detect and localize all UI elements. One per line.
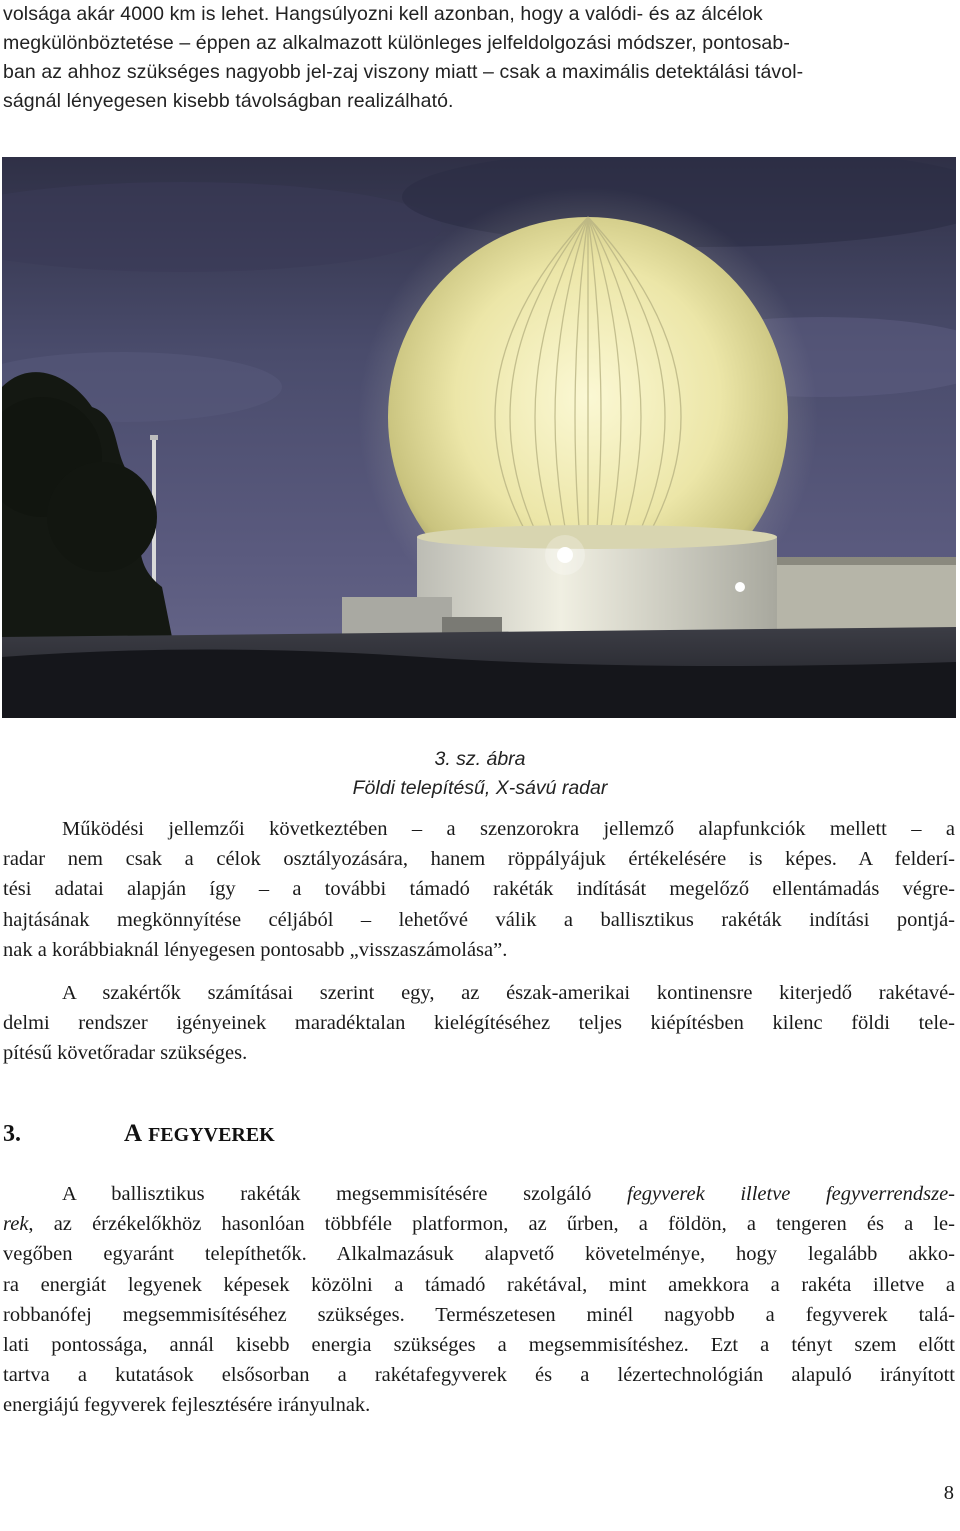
paragraph-line: ra energiát legyenek képesek közölni a támadó rakétával, mint amekkora a rakéta illetve a <box>3 1273 955 1296</box>
paragraph-text: A ballisztikus rakéták megsemmisítésére szolgáló <box>62 1183 627 1205</box>
paragraph-line: A szakértők számításai szerint egy, az észak-amerikai kontinensre kiterjedő rakétavé- <box>62 982 955 1004</box>
paragraph-line: pítésű követőradar szükséges. <box>3 1042 248 1065</box>
figure-title: Földi telepítésű, X-sávú radar <box>352 777 608 799</box>
intro-line: megkülönböztetése – éppen az alkalmazott különleges jelfeldolgozási módszer, pontosab- <box>3 32 790 54</box>
paragraph-italic: rek <box>3 1213 29 1236</box>
paragraph-3 <box>3 1179 955 1421</box>
paragraph-italic: fegyverek illetve fegyverrendsze- <box>627 1183 955 1205</box>
paragraph-2 <box>3 978 955 1069</box>
paragraph-line: delmi rendszer igényeinek maradéktalan kielégítéséhez teljes kiépítésben kilenc földi tele- <box>3 1012 955 1035</box>
figure-number: 3. sz. ábra <box>434 748 526 770</box>
intro-line: volsága akár 4000 km is lehet. Hangsúlyozni kell azonban, hogy a valódi- és az álcélok <box>3 3 763 25</box>
radar-dome-photo <box>2 157 956 718</box>
intro-paragraph <box>3 0 955 116</box>
paragraph-line: robbanófej megsemmisítéséhez szükséges. Természetesen minél nagyobb a fegyverek talá- <box>3 1303 955 1326</box>
paragraph-line: Működési jellemzői következtében – a szenzorokra jellemző alapfunkciók mellett – a <box>62 818 955 840</box>
paragraph-line: tartva a kutatások elsősorban a rakétafegyverek és a lézertechnológián alapuló irányított <box>3 1364 955 1387</box>
section-title-rest: FEGYVEREK <box>148 1124 275 1146</box>
paragraph-line <box>3 1179 955 1209</box>
paragraph-line: radar nem csak a célok osztályozására, hanem röppályájuk értékelésére is képes. A felderí- <box>3 848 955 871</box>
intro-line: ságnál lényegesen kisebb távolságban realizálható. <box>3 90 454 112</box>
intro-line: ban az ahhoz szükséges nagyobb jel-zaj viszony miatt – csak a maximális detektálási távol- <box>3 61 804 83</box>
paragraph-line: hajtásának megkönnyítése céljából – lehetővé válik a ballisztikus rakéták indítási pontjá- <box>3 908 955 931</box>
paragraph-line: energiájú fegyverek fejlesztésére irányulnak. <box>3 1394 371 1417</box>
paragraph-line: tési adatai alapján így – a további támadó rakéták indítását megelőző ellentámadás végre- <box>3 878 955 901</box>
section-title-initial: A <box>124 1120 143 1147</box>
section-number: 3. <box>3 1121 21 1147</box>
figure-caption <box>0 745 960 803</box>
paragraph-text: , az érzékelőkhöz hasonlóan többféle platformon, az űrben, a földön, a tengeren és a le- <box>28 1213 955 1236</box>
paragraph-line: vegőben egyaránt telepíthetők. Alkalmazásuk alapvető követelménye, hogy legalább akko- <box>3 1243 955 1266</box>
paragraph-line: lati pontossága, annál kisebb energia szükséges a megsemmisítéshez. Ezt a tényt szem előtt <box>3 1334 955 1357</box>
paragraph-1 <box>3 814 955 965</box>
paragraph-line: nak a korábbiaknál lényegesen pontosabb „visszaszámolása”. <box>3 938 508 961</box>
paragraph-line <box>3 1209 955 1239</box>
section-heading <box>3 1120 275 1148</box>
page-number: 8 <box>943 1482 954 1504</box>
